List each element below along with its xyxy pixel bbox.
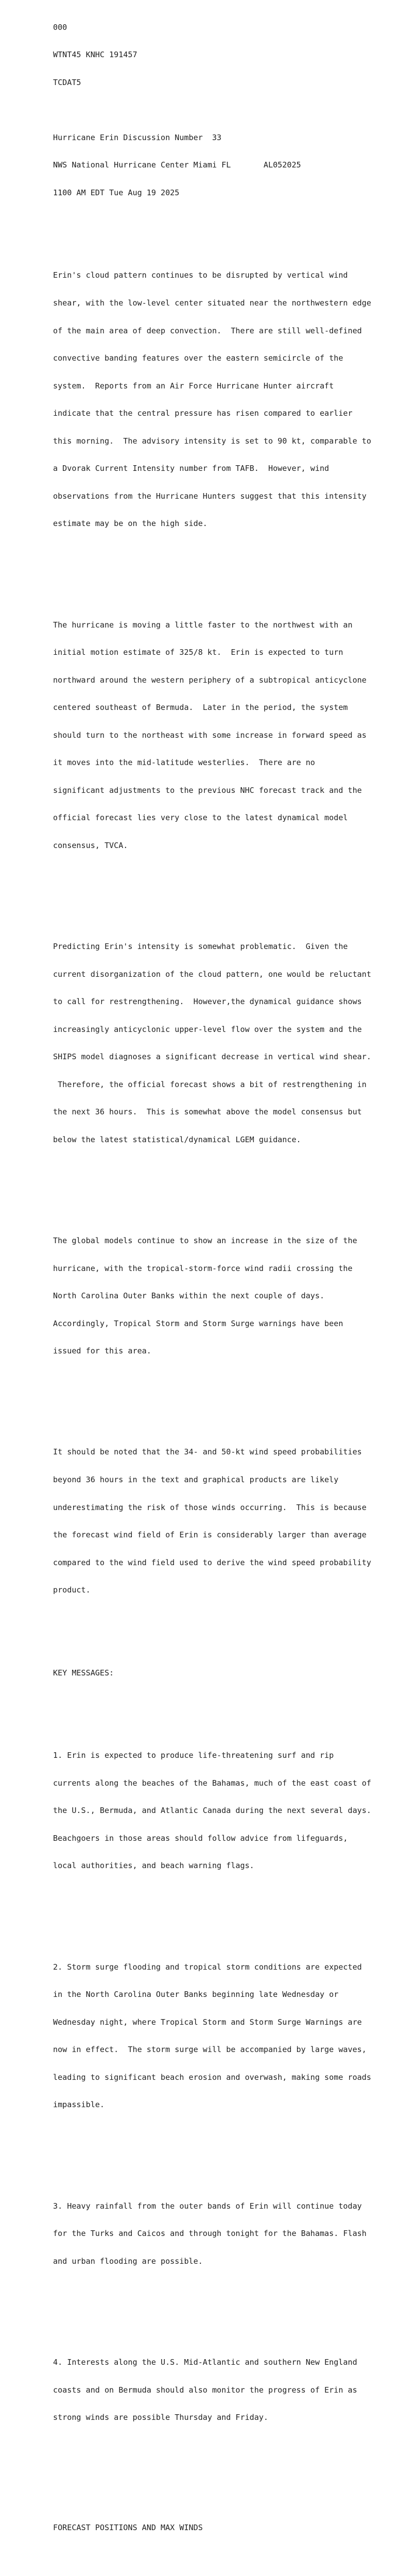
- text-line: leading to significant beach erosion and overwash, making some roads: [53, 2072, 371, 2082]
- blank-line: [53, 2487, 413, 2496]
- key-messages-heading: KEY MESSAGES:: [53, 1668, 114, 1677]
- text-line: The global models continue to show an increase in the size of the: [53, 1236, 357, 1246]
- text-line: a Dvorak Current Intensity number from TAFB. However, wind: [53, 464, 330, 473]
- text-line: The hurricane is moving a little faster to the northwest with an: [53, 620, 353, 630]
- text-line: consensus, TVCA.: [53, 840, 128, 850]
- text-line: issued for this area.: [53, 1346, 151, 1356]
- text-line: northward around the western periphery of a subtropical anticyclone: [53, 675, 367, 685]
- awips-id: TCDAT5: [53, 77, 81, 87]
- text-line: in the North Carolina Outer Banks beginning late Wednesday or: [53, 1990, 339, 1999]
- issue-time: 1100 AM EDT Tue Aug 19 2025: [53, 188, 180, 197]
- key-message-4: [53, 2340, 413, 2441]
- text-line: estimate may be on the high side.: [53, 519, 207, 529]
- forecast-heading: FORECAST POSITIONS AND MAX WINDS: [53, 2523, 203, 2533]
- text-line: now in effect. The storm surge will be accompanied by large waves,: [53, 2045, 367, 2055]
- key-message-2: [53, 1944, 413, 2128]
- text-line: Beachgoers in those areas should follow advice from lifeguards,: [53, 1833, 348, 1843]
- text-line: increasingly anticyclonic upper-level flow over the system and the: [53, 1024, 362, 1034]
- text-line: it moves into the mid-latitude westerlies. There are no: [53, 758, 315, 768]
- issuing-office: NWS National Hurricane Center Miami FL AL052025: [53, 160, 301, 170]
- blank-line: [53, 1696, 413, 1705]
- text-line: should turn to the northeast with some increase in forward speed as: [53, 730, 367, 740]
- text-line: It should be noted that the 34- and 50-kt wind speed probabilities: [53, 1447, 362, 1457]
- text-line: beyond 36 hours in the text and graphical products are likely: [53, 1475, 339, 1484]
- text-line: Accordingly, Tropical Storm and Storm Surge warnings have been: [53, 1318, 343, 1328]
- blank-line: [53, 2147, 413, 2156]
- text-line: significant adjustments to the previous NHC forecast track and the: [53, 785, 362, 795]
- text-line: underestimating the risk of those winds occurring. This is because: [53, 1502, 367, 1512]
- text-line: SHIPS model diagnoses a significant decrease in vertical wind shear.: [53, 1052, 371, 1062]
- text-line: to call for restrengthening. However,the dynamical guidance shows: [53, 997, 362, 1007]
- text-line: system. Reports from an Air Force Hurricane Hunter aircraft: [53, 381, 334, 391]
- text-line: below the latest statistical/dynamical LGEM guidance.: [53, 1134, 301, 1144]
- paragraph-probabilities: [53, 1430, 413, 1614]
- paragraph-analysis: [53, 253, 413, 547]
- text-line: impassible.: [53, 2100, 105, 2110]
- blank-line: [53, 1393, 413, 1402]
- blank-line: [53, 216, 413, 225]
- text-line: Therefore, the official forecast shows a bit of restrengthening in: [53, 1079, 367, 1089]
- blank-line: [53, 2303, 413, 2312]
- text-line: indicate that the central pressure has risen compared to earlier: [53, 409, 353, 418]
- text-line: observations from the Hurricane Hunters suggest that this intensity: [53, 491, 367, 501]
- discussion-text: [53, 5, 413, 2576]
- text-line: centered southeast of Bermuda. Later in the period, the system: [53, 703, 348, 713]
- text-line: strong winds are possible Thursday and Friday.: [53, 2413, 269, 2422]
- text-line: hurricane, with the tropical-storm-force wind radii crossing the: [53, 1263, 353, 1273]
- text-line: official forecast lies very close to the latest dynamical model: [53, 813, 348, 823]
- key-message-1: [53, 1733, 413, 1889]
- blank-line: [53, 887, 413, 896]
- text-line: of the main area of deep convection. There are still well-defined: [53, 326, 362, 335]
- blank-line: [53, 2551, 413, 2561]
- text-line: local authorities, and beach warning flags.: [53, 1861, 254, 1871]
- text-line: Predicting Erin's intensity is somewhat problematic. Given the: [53, 942, 348, 952]
- paragraph-track: [53, 602, 413, 869]
- text-line: 3. Heavy rainfall from the outer bands of Erin will continue today: [53, 2201, 362, 2211]
- text-line: Erin's cloud pattern continues to be disrupted by vertical wind: [53, 270, 348, 280]
- blank-line: [53, 106, 413, 115]
- text-line: for the Turks and Caicos and through tonight for the Bahamas. Flash: [53, 2229, 367, 2239]
- wmo-header: WTNT45 KNHC 191457: [53, 50, 137, 60]
- text-line: shear, with the low-level center situated near the northwestern edge: [53, 298, 371, 308]
- blank-line: [53, 2459, 413, 2468]
- blank-line: [53, 565, 413, 574]
- text-line: convective banding features over the eastern semicircle of the: [53, 353, 343, 363]
- blank-line: [53, 1908, 413, 1917]
- text-line: the forecast wind field of Erin is considerably larger than average: [53, 1530, 367, 1540]
- paragraph-intensity: [53, 924, 413, 1163]
- text-line: Wednesday night, where Tropical Storm and Storm Surge Warnings are: [53, 2017, 362, 2027]
- text-line: product.: [53, 1585, 91, 1595]
- text-line: coasts and on Bermuda should also monitor the progress of Erin as: [53, 2385, 357, 2395]
- text-line: current disorganization of the cloud pattern, one would be reluctant: [53, 969, 371, 979]
- text-line: 2. Storm surge flooding and tropical storm conditions are expected: [53, 1962, 362, 1972]
- text-line: and urban flooding are possible.: [53, 2256, 203, 2266]
- text-line: the next 36 hours. This is somewhat above the model consensus but: [53, 1107, 362, 1117]
- paragraph-wind-field: [53, 1218, 413, 1374]
- text-line: 4. Interests along the U.S. Mid-Atlantic and southern New England: [53, 2358, 357, 2367]
- key-message-3: [53, 2183, 413, 2284]
- text-line: North Carolina Outer Banks within the next couple of days.: [53, 1291, 325, 1301]
- text-line: compared to the wind field used to derive the wind speed probability: [53, 1557, 371, 1567]
- blank-line: [53, 1181, 413, 1191]
- text-line: initial motion estimate of 325/8 kt. Erin is expected to turn: [53, 648, 343, 657]
- text-line: 1. Erin is expected to produce life-threatening surf and rip: [53, 1751, 334, 1760]
- text-line: currents along the beaches of the Bahamas, much of the east coast of: [53, 1778, 371, 1788]
- discussion-title: Hurricane Erin Discussion Number 33: [53, 132, 222, 142]
- text-line: this morning. The advisory intensity is set to 90 kt, comparable to: [53, 436, 371, 446]
- product-code: 000: [53, 22, 67, 32]
- text-line: the U.S., Bermuda, and Atlantic Canada during the next several days.: [53, 1806, 371, 1816]
- blank-line: [53, 1632, 413, 1641]
